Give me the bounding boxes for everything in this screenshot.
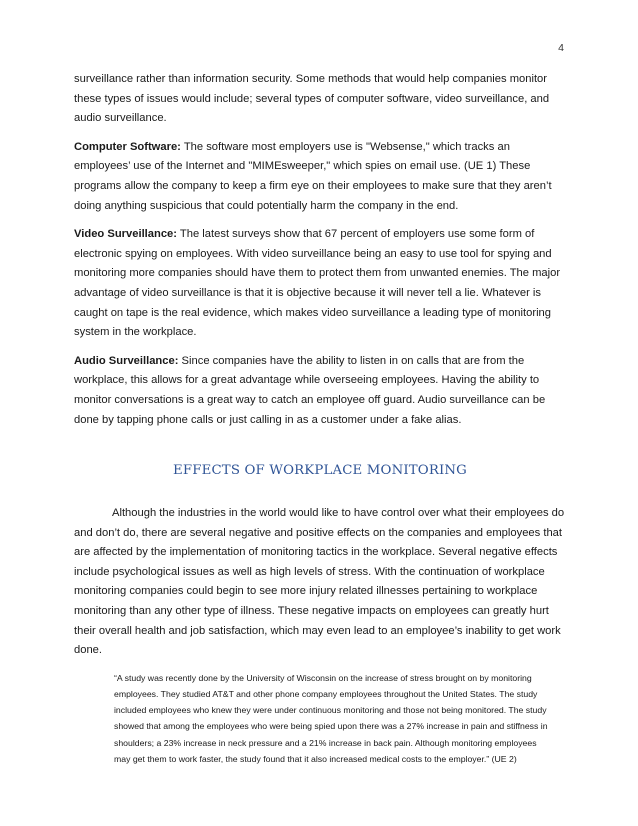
block-quote: “A study was recently done by the University of Wisconsin on the increase of stress brought on by monitoring employees. They studied AT&T and other phone company employees throughout the United States. The study included employees who knew they were under continuous monitoring and those not being monitored. The study showed that among the employees who were being spied upon there was a 27% increase in pain and stiffness in shoulders; a 23% increase in neck pressure and a 21% increase in back pain. Although monitoring employees may get them to work faster, the study found that it also increased medical costs to the employer.” (UE 2) — [114, 672, 548, 764]
computer-software-lead: Computer Software: — [74, 140, 181, 153]
audio-surveillance-lead: Audio Surveillance: — [74, 354, 179, 367]
section-heading: EFFECTS OF WORKPLACE MONITORING — [173, 463, 467, 479]
video-surveillance-lead: Video Surveillance: — [74, 228, 178, 241]
intro-paragraph: surveillance rather than information security. Some methods that would help companies monitor these types of issues would include; several types of computer software, video surveillance, and audio surveillance. — [74, 73, 550, 125]
effects-paragraph: Although the industries in the world would like to have control over what their employees do and don’t do, there are several negative and positive effects on the companies and employees that are affected by the implementation of monitoring tactics in the workplace. Several negative effects include psychological issues as well as high levels of stress. With the continuation of workplace monitoring companies could begin to see more injury related illnesses pertaining to workplace monitoring than any other type of illness. These negative impacts on employees can greatly hurt their overall health and job satisfaction, which may even lead to an employee’s inability to get work done. — [74, 507, 565, 657]
computer-software-text: The software most employers use is "Websense," which tracks an employees’ use of the Internet and "MIMEsweeper," which spies on email use. (UE 1) These programs allow the company to keep a firm eye on their employees to make sure that they aren’t doing anything suspicious that could potentially harm the company in the end. — [74, 140, 552, 212]
page-number: 4 — [558, 42, 564, 54]
video-surveillance-text: The latest surveys show that 67 percent of employers use some form of electronic spying on employees. With video surveillance being an easy to use tool for spying and monitoring more companies should have them to protect them from unwanted enemies. The major advantage of video surveillance is that it is objective because it will never tell a lie. Whatever is caught on tape is the real evidence, which makes video surveillance a leading type of monitoring system in the workplace. — [74, 228, 561, 339]
audio-surveillance-text: Since companies have the ability to listen in on calls that are from the workplace, this allows for a great advantage while overseeing employees. Having the ability to monitor conversations is a great way to catch an employee off guard. Audio surveillance can be done by tapping phone calls or just calling in as a customer under a fake alias. — [74, 354, 546, 426]
computer-software-paragraph — [74, 138, 566, 216]
document-body — [74, 70, 566, 767]
audio-surveillance-paragraph — [74, 352, 566, 430]
video-surveillance-paragraph — [74, 225, 566, 343]
